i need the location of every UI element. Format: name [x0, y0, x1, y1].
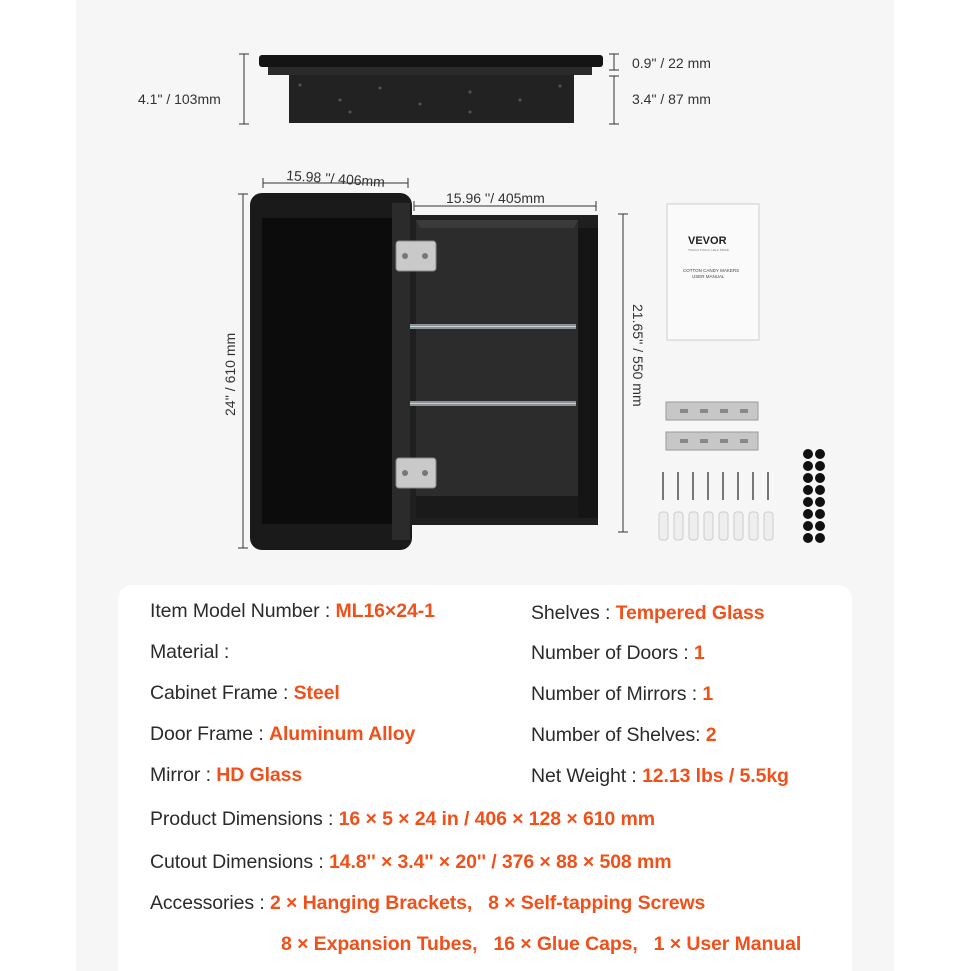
spec-shelves-label: Shelves : [531, 602, 616, 624]
spec-cutout-dimensions-value: 14.8'' × 3.4'' × 20'' / 376 × 88 × 508 mm [329, 851, 672, 873]
spec-product-dimensions-value: 16 × 5 × 24 in / 406 × 128 × 610 mm [338, 808, 655, 830]
manual-subtitle: USER MANUAL [692, 274, 725, 279]
spec-product-dimensions [150, 808, 655, 831]
spec-mirror [150, 764, 302, 787]
spec-accessories-label: Accessories : [150, 892, 270, 914]
user-manual [667, 204, 759, 340]
box-width-label: 15.96 ''/ 405mm [446, 190, 545, 206]
spec-shelves [531, 602, 765, 625]
screws [663, 472, 768, 500]
box-depth-label: 3.4" / 87 mm [632, 91, 711, 107]
spec-cabinet-frame [150, 682, 340, 705]
manual-title: COTTON CANDY MAKERS [683, 268, 740, 273]
spec-cabinet-frame-label: Cabinet Frame : [150, 682, 294, 704]
spec-accessories [150, 892, 705, 915]
spec-mirrors [531, 683, 713, 706]
spec-num-shelves [531, 724, 717, 747]
door-width-label: 15.98 ''/ 406mm [285, 167, 386, 190]
spec-material-label: Material : [150, 641, 230, 663]
spec-mirrors-label: Number of Mirrors : [531, 683, 703, 705]
manual-brand: VEVOR [688, 235, 727, 247]
hanging-brackets [666, 402, 758, 450]
door-height-label: 24'' / 610 mm [222, 332, 238, 416]
glass-thickness-label: 0.9" / 22 mm [632, 55, 711, 71]
spec-accessories-continued [281, 933, 801, 956]
spec-cutout-dimensions [150, 851, 671, 874]
expansion-tubes [659, 512, 773, 540]
glue-caps [803, 449, 825, 543]
spec-accessories-line1: 2 × Hanging Brackets, 8 × Self-tapping Screws [269, 892, 706, 914]
spec-door-frame-label: Door Frame : [150, 723, 269, 745]
spec-model [150, 600, 435, 623]
spec-mirror-label: Mirror : [150, 764, 217, 786]
spec-shelves-value: Tempered Glass [615, 602, 765, 624]
spec-num-shelves-label: Number of Shelves: [531, 724, 706, 746]
spec-mirror-value: HD Glass [216, 764, 303, 786]
cabinet-box [410, 215, 598, 525]
spec-doors-value: 1 [693, 642, 705, 664]
spec-door-frame [150, 723, 415, 746]
spec-model-label: Item Model Number : [150, 600, 336, 622]
spec-accessories-line2: 8 × Expansion Tubes, 16 × Glue Caps, 1 × User Manual [281, 933, 802, 955]
spec-material [150, 641, 229, 664]
total-depth-label: 4.1" / 103mm [138, 91, 221, 107]
spec-product-dimensions-label: Product Dimensions : [150, 808, 339, 830]
top-view [259, 55, 603, 123]
spec-door-frame-value: Aluminum Alloy [268, 723, 416, 745]
cabinet-door [250, 193, 412, 550]
spec-num-shelves-value: 2 [705, 724, 717, 746]
spec-weight [531, 765, 789, 788]
spec-doors-label: Number of Doors : [531, 642, 694, 664]
spec-cutout-dimensions-label: Cutout Dimensions : [150, 851, 329, 873]
spec-model-value: ML16×24-1 [335, 600, 435, 622]
spec-weight-label: Net Weight : [531, 765, 643, 787]
spec-weight-value: 12.13 lbs / 5.5kg [642, 765, 789, 787]
box-height-label: 21.65'' / 550 mm [630, 304, 646, 407]
spec-mirrors-value: 1 [702, 683, 714, 705]
spec-doors [531, 642, 705, 665]
spec-cabinet-frame-value: Steel [293, 682, 340, 704]
manual-tagline: TOUGH TOOLS, HALF PRICE [688, 248, 730, 252]
